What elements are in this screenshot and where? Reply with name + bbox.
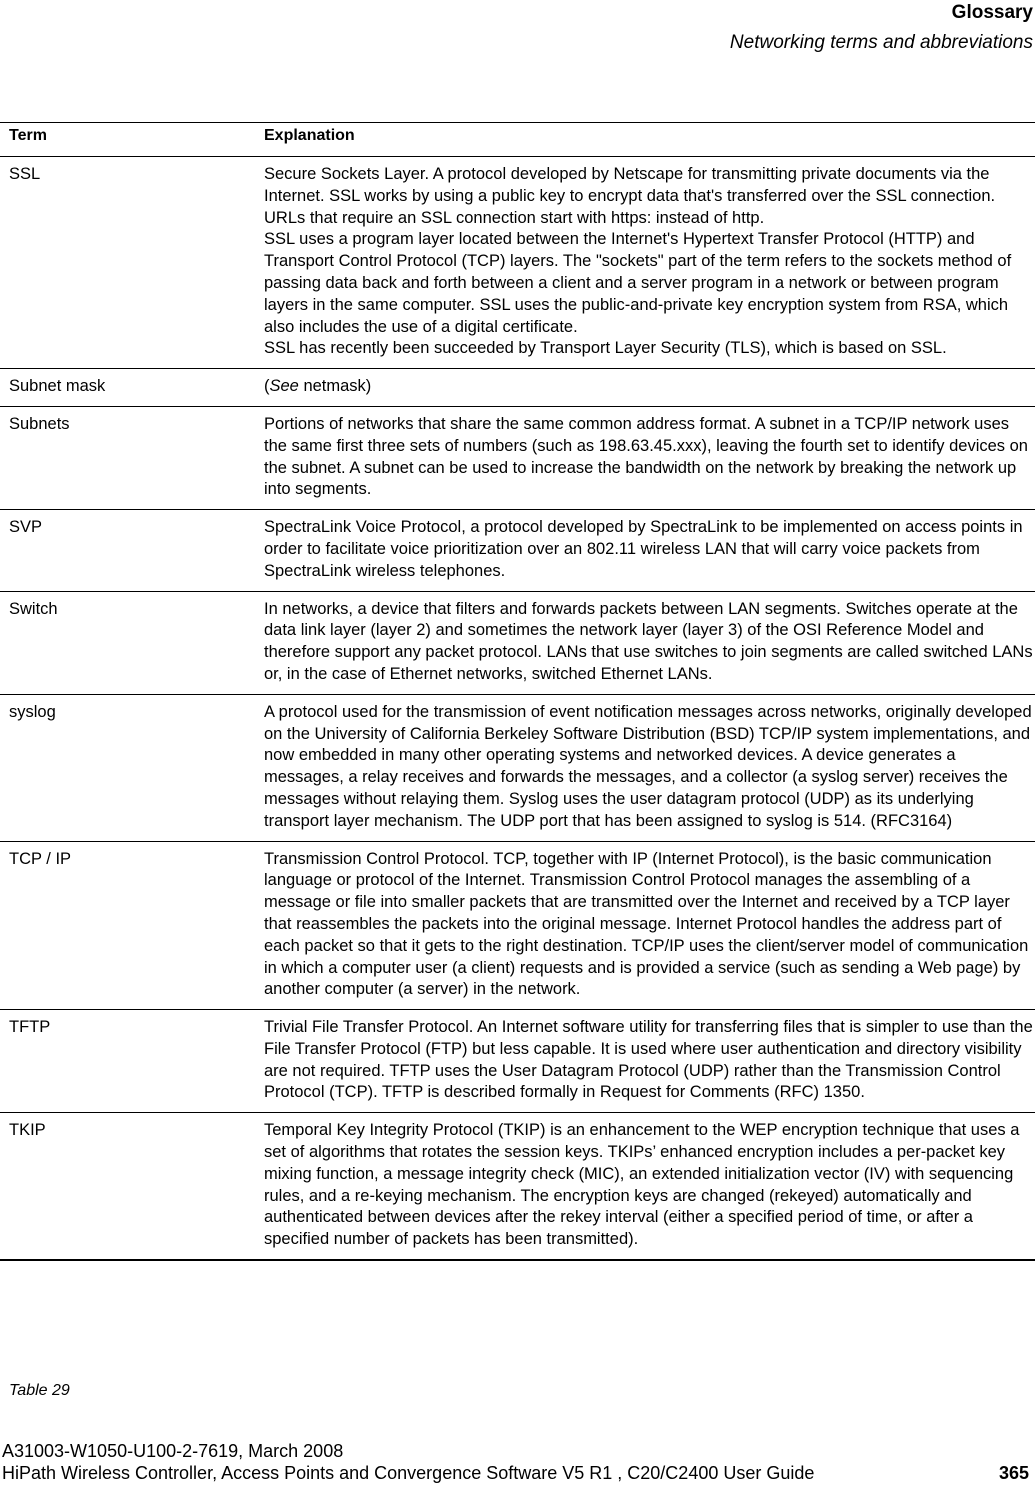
see-reference-target: netmask) — [298, 377, 372, 396]
explanation-paragraph: Transmission Control Protocol. TCP, together with IP (Internet Protocol), is the basic communication language or protocol of the Internet. Transmission Control Protocol manages the assembling of a message or file into smaller packets that are transmitted over the Internet and received by a TCP layer that reassembles the packets into the original message. Internet Protocol handles the address part of each packet so that it gets to the right destination. TCP/IP uses the client/server model of communication in which a computer user (a client) requests and is provided a service (such as sending a Web page) by another computer (a server) in the network. — [264, 849, 1029, 999]
glossary-table — [0, 122, 1035, 1261]
column-header-explanation: Explanation — [264, 126, 355, 144]
table-row — [0, 156, 1035, 368]
explanation-paragraph: SSL has recently been succeeded by Transport Layer Security (TLS), which is based on SSL. — [264, 339, 947, 358]
term-cell: SSL — [9, 165, 41, 183]
page-header — [730, 0, 1033, 55]
table-header-row — [0, 122, 1035, 156]
explanation-cell — [264, 510, 1035, 590]
term-cell: Subnet mask — [9, 377, 106, 396]
term-cell: TFTP — [9, 1018, 51, 1037]
table-row — [0, 591, 1035, 694]
table-row — [0, 509, 1035, 590]
term-cell: TCP / IP — [9, 849, 72, 868]
column-header-term: Term — [9, 126, 47, 144]
explanation-cell — [264, 407, 1035, 509]
table-caption: Table 29 — [9, 1382, 70, 1399]
explanation-paragraph: SSL uses a program layer located between the Internet's Hypertext Transfer Protocol (HTTP) and Transport Control Protocol (TCP) layers. The "sockets" part of the term refers to the sockets method of passing data back and forth between a client and a server program in a network or between program layers in the same computer. SSL uses the public-and-private key encryption system from RSA, which also includes the use of a digital certificate. — [264, 230, 1012, 336]
explanation-cell — [264, 592, 1035, 694]
explanation-cell — [264, 695, 1035, 841]
explanation-cell — [264, 369, 1035, 406]
guide-title: HiPath Wireless Controller, Access Points and Convergence Software V5 R1 , C20/C2400 User Guide — [2, 1463, 815, 1483]
page-number: 365 — [998, 1463, 1029, 1483]
explanation-paragraph: SpectraLink Voice Protocol, a protocol developed by SpectraLink to be implemented on access points in order to facilitate voice prioritization over an 802.11 wireless LAN that will carry voice packets from SpectraLink wireless telephones. — [264, 518, 1023, 580]
table-row — [0, 1009, 1035, 1112]
explanation-paragraph: Trivial File Transfer Protocol. An Internet software utility for transferring files that is simpler to use than the File Transfer Protocol (FTP) but less capable. It is used where user authentication and directory visibility are not required. TFTP uses the User Datagram Protocol (UDP) rather than the Transmission Control Protocol (TCP). TFTP is described formally in Request for Comments (RFC) 1350. — [264, 1018, 1033, 1102]
term-cell: Subnets — [9, 414, 70, 433]
term-cell: TKIP — [9, 1121, 46, 1140]
explanation-paragraph: Portions of networks that share the same common address format. A subnet in a TCP/IP network uses the same first three sets of numbers (such as 198.63.45.xxx), leaving the fourth set to identify devices on the subnet. A subnet can be used to increase the bandwidth on the network by breaking the network up into segments. — [264, 414, 1028, 499]
explanation-cell — [264, 157, 1035, 368]
explanation-paragraph: In networks, a device that filters and forwards packets between LAN segments. Switches operate at the data link layer (layer 2) and sometimes the network layer (layer 3) of the OSI Reference Model and therefore support any packet protocol. LANs that use switches to join segments are called switched LANs or, in the case of Ethernet networks, switched Ethernet LANs. — [264, 599, 1033, 683]
explanation-cell — [264, 1113, 1035, 1259]
table-row — [0, 841, 1035, 1010]
term-cell: syslog — [9, 702, 56, 721]
chapter-title: Glossary — [951, 2, 1033, 23]
table-row — [0, 406, 1035, 509]
explanation-cell — [264, 1010, 1035, 1112]
table-row — [0, 694, 1035, 841]
table-row — [0, 1112, 1035, 1261]
see-reference-label: See — [269, 377, 299, 396]
term-cell: Switch — [9, 599, 58, 618]
document-id: A31003-W1050-U100-2-7619, March 2008 — [2, 1441, 344, 1461]
section-subtitle: Networking terms and abbreviations — [729, 32, 1033, 53]
table-row — [0, 368, 1035, 406]
explanation-paragraph: A protocol used for the transmission of event notification messages across networks, originally developed on the University of California Berkeley Software Distribution (BSD) TCP/IP system implementations, and now embedded in many other operating systems and networked devices. A device generates a messages, a relay receives and forwards the messages, and a collector (a syslog server) receives the messages without relaying them. Syslog uses the user datagram protocol (UDP) as its underlying transport layer mechanism. The UDP port that has been assigned to syslog is 514. (RFC3164) — [264, 702, 1032, 830]
see-open: ( — [264, 377, 270, 396]
term-cell: SVP — [9, 518, 43, 537]
explanation-paragraph: Secure Sockets Layer. A protocol developed by Netscape for transmitting private documents via the Internet. SSL works by using a public key to encrypt data that's transferred over the SSL connection. URLs that require an SSL connection start with https: instead of http. — [264, 165, 996, 227]
page-footer — [2, 1440, 1033, 1484]
explanation-paragraph: Temporal Key Integrity Protocol (TKIP) is an enhancement to the WEP encryption technique that uses a set of algorithms that rotates the session keys. TKIPs’ enhanced encryption includes a per-packet key mixing function, a message integrity check (MIC), an extended initialization vector (IV) with sequencing rules, and a re-keying mechanism. The encryption keys are changed (rekeyed) automatically and authenticated between devices after the rekey interval (either a specified period of time, or after a specified number of packets has been transmitted). — [264, 1121, 1020, 1249]
explanation-cell — [264, 842, 1035, 1010]
